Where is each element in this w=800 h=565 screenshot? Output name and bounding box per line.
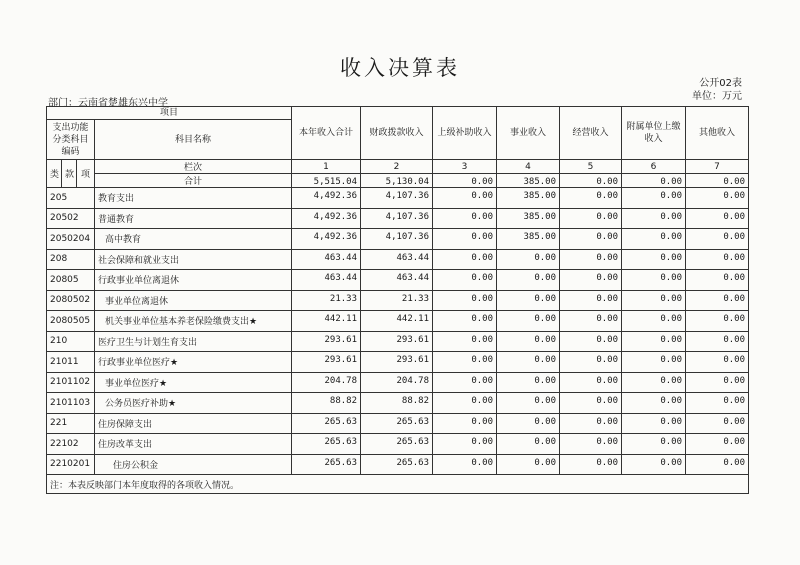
row-value: 0.00 xyxy=(622,434,686,455)
row-value: 265.63 xyxy=(292,413,361,434)
header-fiscal: 财政拨款收入 xyxy=(361,107,433,160)
row-code: 22102 xyxy=(47,434,95,455)
table-row xyxy=(47,454,749,475)
row-subject-name: 住房公积金 xyxy=(95,454,292,475)
row-value: 0.00 xyxy=(497,434,560,455)
row-value: 293.61 xyxy=(292,352,361,373)
row-value: 0.00 xyxy=(433,208,497,229)
row-value: 88.82 xyxy=(361,393,433,414)
col-num: 1 xyxy=(292,160,361,174)
sum-cell: 5,515.04 xyxy=(292,174,361,188)
row-value: 0.00 xyxy=(622,311,686,332)
row-value: 0.00 xyxy=(433,188,497,209)
row-code: 210 xyxy=(47,331,95,352)
sum-row xyxy=(47,174,749,188)
row-value: 21.33 xyxy=(361,290,433,311)
row-value: 0.00 xyxy=(622,208,686,229)
row-value: 4,107.36 xyxy=(361,188,433,209)
row-value: 265.63 xyxy=(292,454,361,475)
row-subject-name: 教育支出 xyxy=(95,188,292,209)
row-value: 4,492.36 xyxy=(292,208,361,229)
header-operating: 经营收入 xyxy=(560,107,622,160)
table-row xyxy=(47,352,749,373)
row-value: 463.44 xyxy=(292,270,361,291)
table-row xyxy=(47,393,749,414)
sum-cell: 385.00 xyxy=(497,174,560,188)
row-value: 0.00 xyxy=(686,352,749,373)
header-project: 项目 xyxy=(47,107,292,120)
row-value: 293.61 xyxy=(292,331,361,352)
row-value: 0.00 xyxy=(497,331,560,352)
row-value: 88.82 xyxy=(292,393,361,414)
row-subject-name: 医疗卫生与计划生育支出 xyxy=(95,331,292,352)
row-value: 0.00 xyxy=(433,311,497,332)
row-value: 463.44 xyxy=(292,249,361,270)
row-value: 0.00 xyxy=(622,270,686,291)
row-code: 21011 xyxy=(47,352,95,373)
unit-label: 单位：万元 xyxy=(692,91,742,102)
table-row xyxy=(47,249,749,270)
row-value: 0.00 xyxy=(433,331,497,352)
row-code: 2101102 xyxy=(47,372,95,393)
row-value: 0.00 xyxy=(686,188,749,209)
row-value: 0.00 xyxy=(433,372,497,393)
row-subject-name: 事业单位医疗★ xyxy=(95,372,292,393)
row-code: 20502 xyxy=(47,208,95,229)
table-row xyxy=(47,208,749,229)
header-total: 本年收入合计 xyxy=(292,107,361,160)
row-value: 0.00 xyxy=(560,208,622,229)
form-code: 公开02表 xyxy=(699,78,742,89)
row-value: 0.00 xyxy=(560,454,622,475)
header-affiliated: 附属单位上缴收入 xyxy=(622,107,686,160)
row-value: 265.63 xyxy=(361,413,433,434)
row-subject-name: 社会保障和就业支出 xyxy=(95,249,292,270)
row-value: 0.00 xyxy=(622,454,686,475)
row-value: 0.00 xyxy=(433,270,497,291)
row-value: 463.44 xyxy=(361,249,433,270)
row-subject-name: 住房保障支出 xyxy=(95,413,292,434)
row-code: 2080505 xyxy=(47,311,95,332)
row-value: 293.61 xyxy=(361,352,433,373)
note-row xyxy=(47,475,749,494)
row-value: 0.00 xyxy=(686,454,749,475)
row-value: 0.00 xyxy=(622,290,686,311)
row-value: 0.00 xyxy=(622,249,686,270)
row-value: 0.00 xyxy=(560,434,622,455)
row-subject-name: 行政事业单位医疗★ xyxy=(95,352,292,373)
row-value: 0.00 xyxy=(560,229,622,250)
col-num: 6 xyxy=(622,160,686,174)
row-value: 0.00 xyxy=(433,393,497,414)
row-value: 0.00 xyxy=(497,352,560,373)
row-value: 0.00 xyxy=(686,331,749,352)
table-row xyxy=(47,229,749,250)
row-value: 4,492.36 xyxy=(292,229,361,250)
row-subject-name: 行政事业单位离退休 xyxy=(95,270,292,291)
row-value: 0.00 xyxy=(497,270,560,291)
income-table xyxy=(46,106,749,494)
row-value: 4,107.36 xyxy=(361,229,433,250)
row-code: 2101103 xyxy=(47,393,95,414)
row-value: 4,492.36 xyxy=(292,188,361,209)
row-code: 205 xyxy=(47,188,95,209)
sum-cell: 0.00 xyxy=(686,174,749,188)
table-row xyxy=(47,331,749,352)
row-value: 265.63 xyxy=(292,434,361,455)
row-value: 0.00 xyxy=(686,270,749,291)
table-row xyxy=(47,311,749,332)
row-code: 2210201 xyxy=(47,454,95,475)
row-value: 0.00 xyxy=(686,413,749,434)
row-code: 2050204 xyxy=(47,229,95,250)
row-code: 20805 xyxy=(47,270,95,291)
row-subject-name: 事业单位离退休 xyxy=(95,290,292,311)
row-value: 0.00 xyxy=(560,372,622,393)
report-title: 收入决算表 xyxy=(340,56,460,80)
row-value: 0.00 xyxy=(560,188,622,209)
table-row xyxy=(47,290,749,311)
row-value: 0.00 xyxy=(497,311,560,332)
row-value: 0.00 xyxy=(497,454,560,475)
row-value: 0.00 xyxy=(433,290,497,311)
row-value: 204.78 xyxy=(292,372,361,393)
header-func-code: 支出功能分类科目编码 xyxy=(47,120,95,160)
table-row xyxy=(47,434,749,455)
row-code: 208 xyxy=(47,249,95,270)
row-value: 0.00 xyxy=(560,352,622,373)
row-value: 0.00 xyxy=(497,249,560,270)
row-value: 265.63 xyxy=(361,454,433,475)
row-value: 204.78 xyxy=(361,372,433,393)
row-value: 0.00 xyxy=(686,290,749,311)
header-business: 事业收入 xyxy=(497,107,560,160)
table-row xyxy=(47,413,749,434)
row-value: 0.00 xyxy=(686,249,749,270)
header-subject-name: 科目名称 xyxy=(95,120,292,160)
row-subject-name: 高中教育 xyxy=(95,229,292,250)
header-superior: 上级补助收入 xyxy=(433,107,497,160)
row-value: 0.00 xyxy=(497,290,560,311)
row-subject-name: 机关事业单位基本养老保险缴费支出★ xyxy=(95,311,292,332)
row-value: 0.00 xyxy=(560,331,622,352)
row-value: 385.00 xyxy=(497,208,560,229)
row-value: 0.00 xyxy=(433,413,497,434)
row-value: 0.00 xyxy=(497,372,560,393)
row-value: 0.00 xyxy=(433,352,497,373)
col-num: 4 xyxy=(497,160,560,174)
row-value: 0.00 xyxy=(686,311,749,332)
row-value: 0.00 xyxy=(497,393,560,414)
row-value: 0.00 xyxy=(686,372,749,393)
row-value: 0.00 xyxy=(560,290,622,311)
row-value: 0.00 xyxy=(622,413,686,434)
row-value: 0.00 xyxy=(686,434,749,455)
row-value: 0.00 xyxy=(686,229,749,250)
row-value: 0.00 xyxy=(622,331,686,352)
row-code: 2080502 xyxy=(47,290,95,311)
header-other: 其他收入 xyxy=(686,107,749,160)
row-value: 265.63 xyxy=(361,434,433,455)
row-value: 0.00 xyxy=(560,270,622,291)
table-row xyxy=(47,372,749,393)
row-value: 385.00 xyxy=(497,188,560,209)
table-row xyxy=(47,188,749,209)
row-value: 0.00 xyxy=(622,188,686,209)
header-xiang: 项 xyxy=(77,160,95,188)
row-code: 221 xyxy=(47,413,95,434)
row-subject-name: 普通教育 xyxy=(95,208,292,229)
row-value: 0.00 xyxy=(622,372,686,393)
row-value: 0.00 xyxy=(622,393,686,414)
row-value: 4,107.36 xyxy=(361,208,433,229)
col-num: 2 xyxy=(361,160,433,174)
row-value: 0.00 xyxy=(433,249,497,270)
col-num: 7 xyxy=(686,160,749,174)
header-kuan: 款 xyxy=(62,160,77,188)
row-value: 0.00 xyxy=(622,229,686,250)
row-value: 442.11 xyxy=(292,311,361,332)
row-value: 442.11 xyxy=(361,311,433,332)
sum-cell: 0.00 xyxy=(622,174,686,188)
row-value: 0.00 xyxy=(686,393,749,414)
col-num: 3 xyxy=(433,160,497,174)
header-lanci: 栏次 xyxy=(95,160,292,174)
row-value: 0.00 xyxy=(560,311,622,332)
row-value: 0.00 xyxy=(622,352,686,373)
row-value: 0.00 xyxy=(433,454,497,475)
row-value: 0.00 xyxy=(433,229,497,250)
row-value: 293.61 xyxy=(361,331,433,352)
row-value: 385.00 xyxy=(497,229,560,250)
row-value: 21.33 xyxy=(292,290,361,311)
row-value: 0.00 xyxy=(560,249,622,270)
sum-cell: 0.00 xyxy=(433,174,497,188)
row-subject-name: 公务员医疗补助★ xyxy=(95,393,292,414)
header-lei: 类 xyxy=(47,160,62,188)
sum-cell: 0.00 xyxy=(560,174,622,188)
row-value: 0.00 xyxy=(560,393,622,414)
sum-label: 合计 xyxy=(95,174,292,188)
table-note: 注：本表反映部门本年度取得的各项收入情况。 xyxy=(47,475,749,494)
col-num: 5 xyxy=(560,160,622,174)
row-value: 0.00 xyxy=(686,208,749,229)
department-label: 部门：云南省楚雄东兴中学 xyxy=(48,98,168,109)
row-value: 0.00 xyxy=(560,413,622,434)
row-value: 0.00 xyxy=(497,413,560,434)
row-subject-name: 住房改革支出 xyxy=(95,434,292,455)
row-value: 0.00 xyxy=(433,434,497,455)
sum-cell: 5,130.04 xyxy=(361,174,433,188)
table-row xyxy=(47,270,749,291)
row-value: 463.44 xyxy=(361,270,433,291)
